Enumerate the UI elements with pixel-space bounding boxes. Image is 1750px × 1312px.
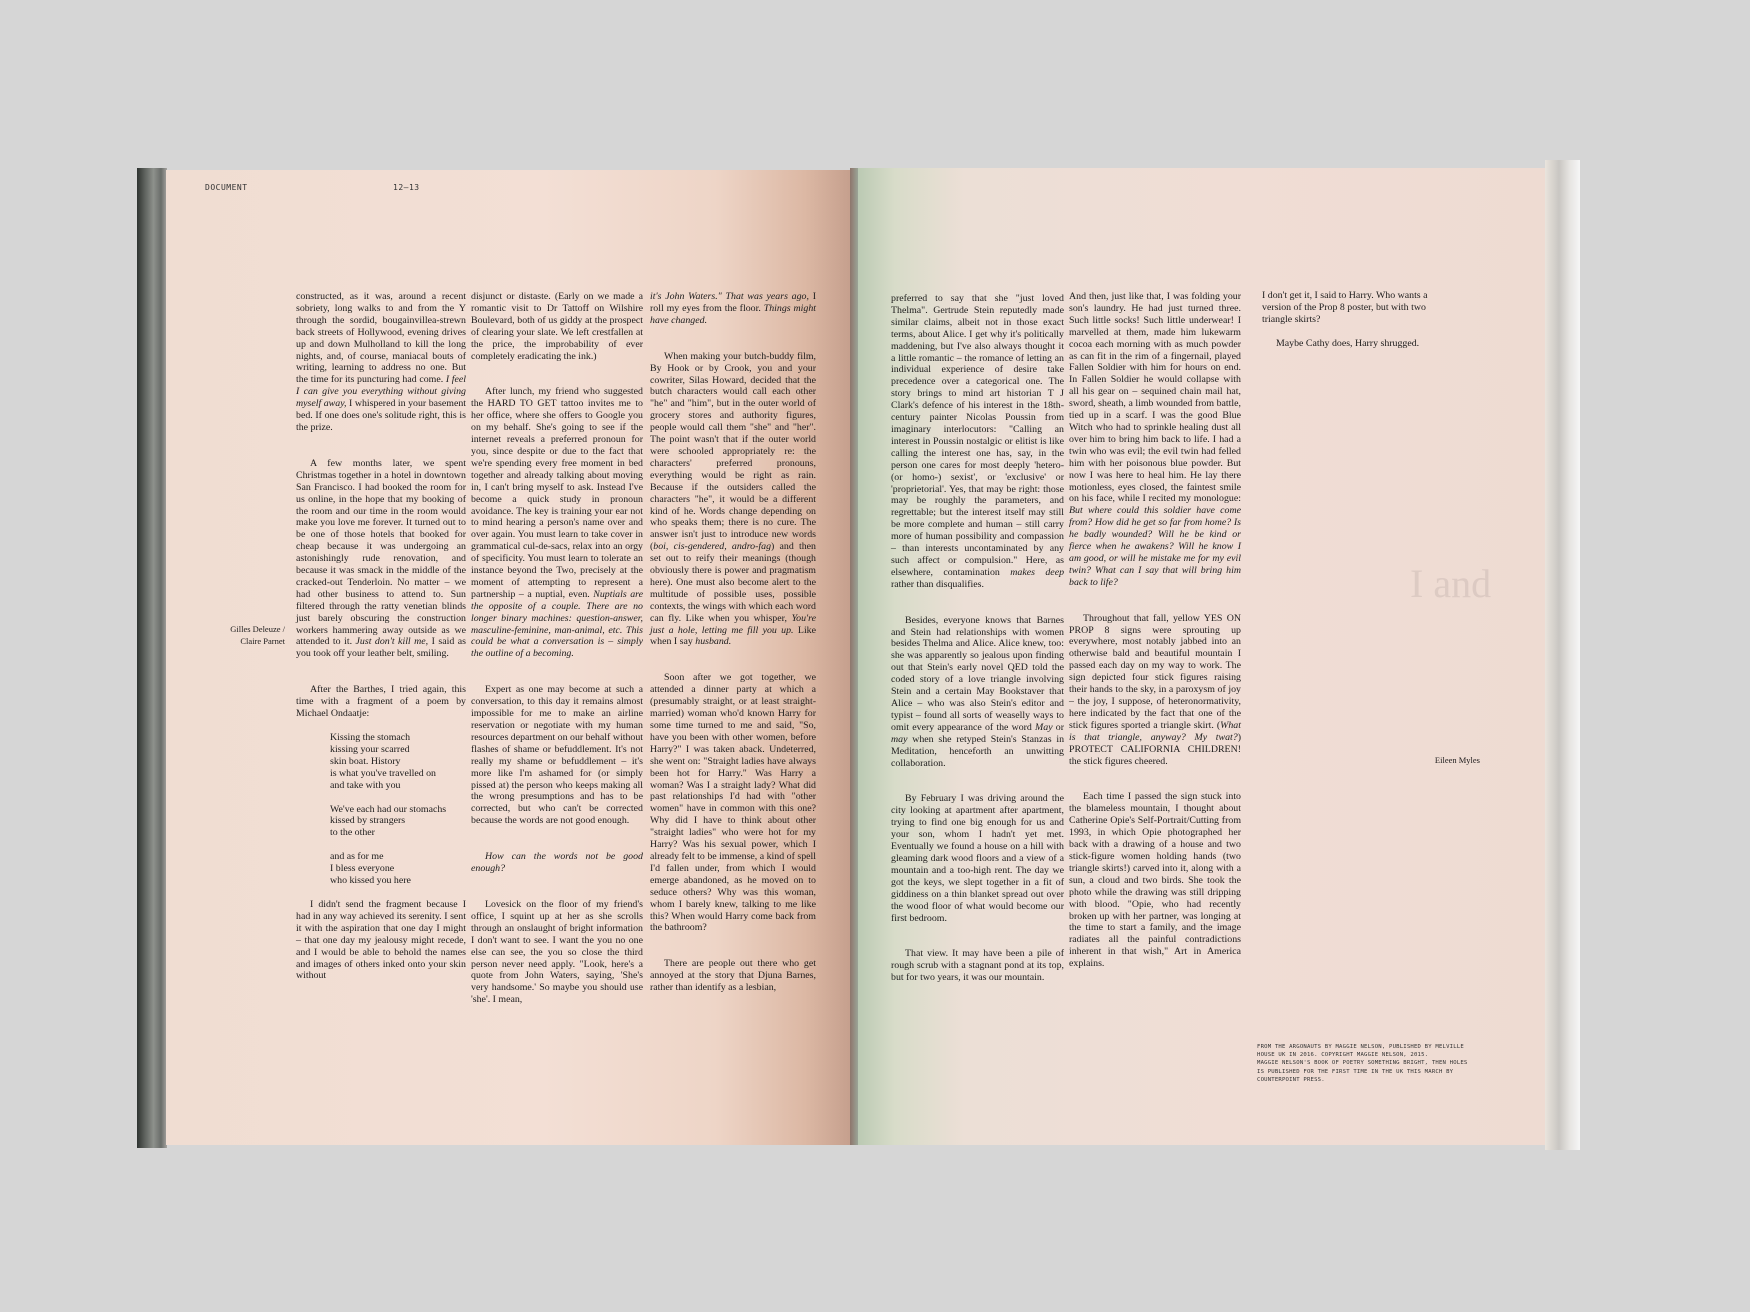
paragraph: Each time I passed the sign stuck into the blameless mountain, I thought about Catherine Opie's Self-Portrait/Cutting from 1993, in which Opie photographed her back with a drawing of a house and two stick-figure women holding hands (two triangle skirts!) carved into it, along with a sun, a cloud and two birds. She took the photo while the drawing was still dripping with blood. "Opie, who had recently broken up with her partner, was longing at the time to start a family, and the image radiates all the painful contradictions inherent in that wish," Art in America explains. xyxy=(1069,791,1241,970)
running-head-section: DOCUMENT xyxy=(205,183,248,192)
paragraph: That view. It may have been a pile of rough scrub with a stagnant pond at its top, but for two years, it was our mountain. xyxy=(891,948,1064,984)
paragraph: Soon after we got together, we attended a dinner party at which a (presumably straight, or at least straight-married) woman who'd known Harry for some time turned to me and said, "So, have you been with other women, before Harry?" I was taken aback. Undeterred, she went on: "Straight ladies have always been hot for Harry." Was Harry a woman? Was I a straight lady? What did past relationships I'd had with "other women" have in common with this one? Why did I have to think about other "straight ladies" who were hot for my Harry? Was his sexual power, which I already felt to be immense, a kind of spell I'd fallen under, from which I would emerge abandoned, as he moved on to seduce others? Why was this woman, whom I barely knew, talking to me like this? When would Harry come back from the bathroom? xyxy=(650,672,816,934)
paragraph: it's John Waters." That was years ago, I roll my eyes from the floor. Things might have changed. xyxy=(650,291,816,326)
credits-footer: FROM THE ARGONAUTS BY MAGGIE NELSON, PUBLISHED BY MELVILLE HOUSE UK IN 2016. COPYRIGHT MAGGIE NELSON, 2015. MAGGIE NELSON'S BOOK OF POETRY SOMETHING BRIGHT, THEN HOLES IS PUBLISHED FOR THE FIRST TIME IN THE UK THIS MARCH BY COUNTERPOINT PRESS. xyxy=(1257,1044,1468,1083)
running-head-pages: 12—13 xyxy=(393,183,420,192)
text-column-4 xyxy=(891,293,1064,1008)
book-gutter xyxy=(850,168,858,1145)
page-stack-left xyxy=(137,168,167,1148)
paragraph: Throughout that fall, yellow YES ON PROP 8 signs were sprouting up everywhere, most notably jabbed into an otherwise bald and beautiful mountain I passed each day on my way to work. The sign depicted four stick figures raising their hands to the sky, in a paroxysm of joy – the joy, I suppose, of heteronormativity, here indicated by the fact that one of the stick figures sported a triangle skirt. (What is that triangle, anyway? My twat?) PROTECT CALIFORNIA CHILDREN! the stick figures cheered. xyxy=(1069,612,1241,767)
paragraph: I don't get it, I said to Harry. Who wants a version of the Prop 8 poster, but with two triangle skirts? xyxy=(1262,290,1428,325)
text-column-5 xyxy=(1069,291,1241,994)
paragraph: A few months later, we spent Christmas together in a hotel in downtown San Francisco. I had booked the room for us online, in the hope that my booking of the room and our time in the room would make you love me forever. It turned out to be one of those hotels that booked for cheap because it was undergoing an astonishingly rude renovation, and because it was smack in the middle of the cracked-out Tenderloin. No matter – we had other business to attend to. Sun filtered through the ratty venetian blinds just barely obscuring the construction workers hammering away outside as we attended to it. Just don't kill me, I said as you took off your leather belt, smiling. xyxy=(296,457,467,660)
paragraph: When making your butch-buddy film, By Hook or by Crook, you and your cowriter, Silas Howard, decided that the butch characters would call each other "he" and "him", but in the outer world of grocery stores and authority figures, people would call them "she" and "her". The point wasn't that if the outer world were schooled appropriately re: the characters' preferred pronouns, everything would be right as rain. Because if the outsiders called the characters "he", it would be a different kind of he. Words change depending on who speaks them; there is no cure. The answer isn't just to introduce new words (boi, cis-gendered, andro-fag) and then set out to reify their meanings (though obviously there is power and pragmatism here). One must also become alert to the multitude of possible uses, possible contexts, the wings with which each word can fly. Like when you whisper, You're just a hole, letting me fill you up. Like when I say husband. xyxy=(650,350,817,648)
paragraph: Lovesick on the floor of my friend's office, I squint up at her as she scrolls through an onslaught of bright information I don't want to see. I want the you no one else can see, the you so close the third person never need apply. "Look, here's a quote from John Waters, saying, 'She's very handsome.' So maybe you should use 'she'. I mean, xyxy=(471,898,643,1006)
paragraph: Besides, everyone knows that Barnes and Stein had relationships with women besides Thelma and Alice. Alice knew, too: she was apparently so jealous upon finding out that Stein's early novel QED told the coded story of a love triangle involving Stein and a certain May Bookstaver that Alice – who was also Stein's editor and typist – found all sorts of weaselly ways to omit every appearance of the word May or may when she retyped Stein's Stanzas in Meditation, henceforth an unwitting collaboration. xyxy=(891,614,1065,769)
text-column-3 xyxy=(650,291,816,1018)
show-through-text: I and xyxy=(1410,561,1492,606)
sidenote-deleuze-parnet: Gilles Deleuze / Claire Parnet xyxy=(230,624,285,646)
sidenote-eileen-myles: Eileen Myles xyxy=(1434,755,1480,765)
text-column-2 xyxy=(471,291,643,1030)
paragraph: How can the words not be good enough? xyxy=(471,851,643,875)
paragraph: After lunch, my friend who suggested the HARD TO GET tattoo invites me to her office, where she offers to Google you on my behalf. She's going to see if the internet reveals a preferred pronoun for you, since despite or due to the fact that we're spending every free moment in bed together and already talking about moving in, I can't bring myself to ask. Instead I've become a quick study in pronoun avoidance. The key is training your ear not to mind hearing a person's name over and over again. You must learn to take cover in grammatical cul-de-sacs, relax into an orgy of specificity. You must learn to tolerate an instance beyond the Two, precisely at the moment of attempting to represent a partnership – a nuptial, even. Nuptials are the opposite of a couple. There are no longer binary machines: question-answer, masculine-feminine, man-animal, etc. This could be what a conversation is – simply the outline of a becoming. xyxy=(471,386,643,660)
paragraph: Expert as one may become at such a conversation, to this day it remains almost impossible for me to make an airline reservation or negotiate with my human resources department on our behalf without flashes of shame or befuddlement. It's not really my shame or befuddlement – it's more like I'm ashamed for (or simply pissed at) the person who keeps making all the wrong presumptions and has to be corrected, but who can't be corrected because the words are not good enough. xyxy=(471,684,643,827)
paragraph: preferred to say that she "just loved Thelma". Gertrude Stein reputedly made similar claims, albeit not in those exact terms, about Alice. I get why it's politically maddening, but I've also always thought it a little romantic – the romance of letting an individual experience of desire take precedence over a categorical one. The story brings to mind art historian T J Clark's defence of his interest in the 18th-century painter Nicolas Poussin from imaginary interlocutors: "Calling an interest in Poussin nostalgic or elitist is like calling the interest one has, say, in the person one cares for most deeply 'hetero- (or homo-) sexist', or 'exclusive' or 'proprietorial'. Yes, that may be right: those may be roughly the parameters, and regrettable; but the interest itself may still be more complete and human – still carry more of human possibility and compassion – than interests uncontaminated by any such affect or compulsion." Here, as elsewhere, contamination makes deep rather than disqualifies. xyxy=(891,293,1065,590)
poem-fragment: Kissing the stomach kissing your scarred skin boat. History is what you've travelled on and take with you We've each had our stomachs kissed by strangers to the other and as for me I bless everyone who kissed you here xyxy=(330,732,447,887)
paragraph: constructed, as it was, around a recent sobriety, long walks to and from the Y through the sordid, bougainvillea-strewn back streets of Hollywood, evening drives up and down Mulholland to kill the long nights, and, of course, maniacal bouts of writing, learning to address no one. But the time for its puncturing had come. I feel I can give you everything without giving myself away, I whispered in your basement bed. If one does one's solitude right, this is the prize. xyxy=(296,291,467,433)
paragraph: By February I was driving around the city looking at apartment after apartment, trying to find one big enough for us and your son, whom I hadn't yet met. Eventually we found a house on a hill with gleaming dark wood floors and a view of a mountain and a too-high rent. The day we got the keys, we slept together in a fit of giddiness on a thin blanket spread out over the wood floor of what would become our first bedroom. xyxy=(891,793,1064,924)
paragraph: After the Barthes, I tried again, this time with a fragment of a poem by Michael Ondaatje: xyxy=(296,684,466,720)
paragraph: Maybe Cathy does, Harry shrugged. xyxy=(1276,337,1420,349)
paragraph: And then, just like that, I was folding your son's laundry. He had just turned three. Such little socks! Such little underwear! I marvelled at them, made him lukewarm cocoa each morning with as much powder as can fit in the rim of a fingernail, played Fallen Soldier with him for hours on end. In Fallen Soldier he would collapse with all his gear on – sequined chain mail hat, sword, sheath, a limb wounded from battle, tied up in a scarf. I was the good Blue Witch who had to sprinkle healing dust all over him to bring him back to life. I had a twin who was evil; the evil twin had felled him with her poisonous blue powder. But now I was here to heal him. He lay there motionless, eyes closed, the faintest smile on his face, while I recited my monologue: But where could this soldier have come from? How did he get so far from home? Is he badly wounded? Will he be kind or fierce when he awakens? Will he know I am good, or will he mistake me for my evil twin? What can I say that will bring him back to life? xyxy=(1069,291,1241,588)
text-column-6 xyxy=(1262,290,1448,374)
paragraph: disjunct or distaste. (Early on we made a romantic visit to Dr Tattoff on Wilshire Boulevard, both of us giddy at the prospect of clearing your slate. We left crestfallen at the price, the improbability of ever completely eradicating the ink.) xyxy=(471,291,643,362)
page-stack-right xyxy=(1545,160,1580,1150)
text-column-1 xyxy=(296,291,466,1006)
paragraph: There are people out there who get annoyed at the story that Djuna Barnes, rather than identify as a lesbian, xyxy=(650,958,816,994)
paragraph: I didn't send the fragment because I had in any way achieved its serenity. I sent it with the aspiration that one day I might – that one day my jealousy might recede, and I would be able to behold the names and images of others inked onto your skin without xyxy=(296,898,466,982)
